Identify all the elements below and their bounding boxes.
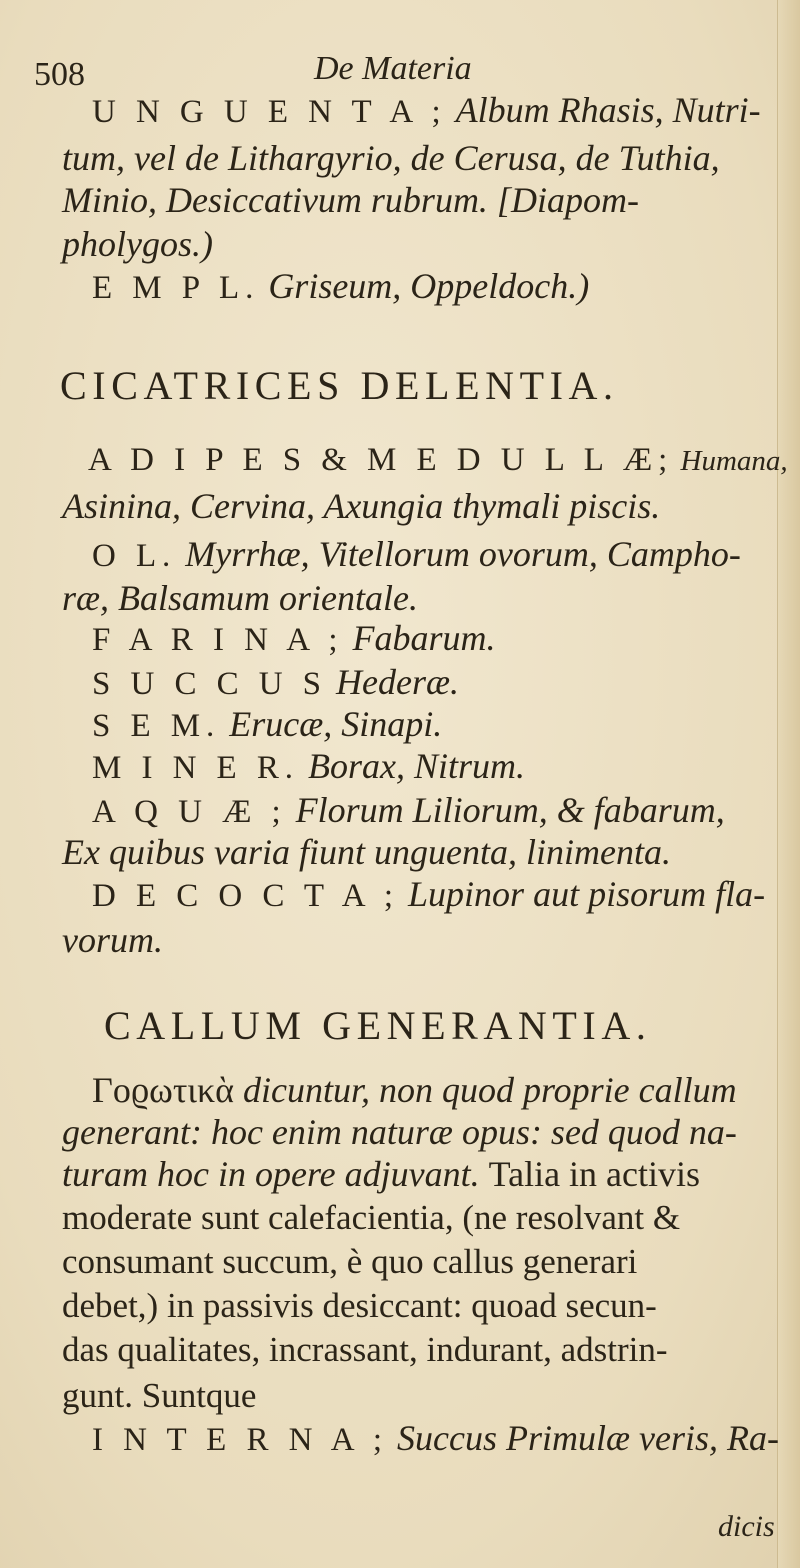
text-line: S E M. Erucæ, Sinapi. [92, 704, 443, 744]
catchword: dicis [718, 1510, 775, 1543]
text-line: U N G U E N T A ; Album Rhasis, Nutri- [92, 90, 761, 130]
text-line: I N T E R N A ; Succus Primulæ veris, Ra- [92, 1418, 779, 1458]
text-line: F A R I N A ; Fabarum. [92, 618, 496, 658]
section-heading: CALLUM GENERANTIA. [104, 1003, 652, 1048]
text-line: turam hoc in opere adjuvant. Talia in activis [62, 1154, 701, 1194]
text-line: vorum. [62, 920, 163, 960]
page-gutter [777, 0, 800, 1568]
text-line: gunt. Suntque [62, 1376, 257, 1415]
text-line: D E C O C T A ; Lupinor aut pisorum fla- [92, 874, 766, 914]
text-line: ræ, Balsamum orientale. [62, 578, 418, 618]
text-line: debet,) in passivis desiccant: quoad secun- [62, 1286, 657, 1325]
text-line: das qualitates, incrassant, indurant, adstrin- [62, 1330, 668, 1369]
text-line: moderate sunt calefacientia, (ne resolvant & [62, 1198, 681, 1237]
running-title: De Materia [314, 50, 472, 87]
text-line: tum, vel de Lithargyrio, de Cerusa, de Tuthia, [62, 138, 720, 178]
text-line: Asinina, Cervina, Axungia thymali piscis. [62, 486, 661, 526]
section-heading: CICATRICES DELENTIA. [60, 363, 619, 408]
text-line: Γοϱωτικὰ dicuntur, non quod proprie callum [92, 1070, 737, 1110]
text-line: E M P L. Griseum, Oppeldoch.) [92, 266, 590, 306]
text-line: consumant succum, è quo callus generari [62, 1242, 638, 1281]
text-line: pholygos.) [62, 224, 213, 264]
text-line: O L. Myrrhæ, Vitellorum ovorum, Campho- [92, 534, 741, 574]
text-line: A D I P E S & M E D U L L Æ; Humana, [88, 442, 788, 478]
page-number: 508 [34, 56, 85, 93]
text-line: S U C C U S Hederæ. [92, 662, 459, 702]
text-line: A Q U Æ ; Florum Liliorum, & fabarum, [92, 790, 725, 830]
text-line: M I N E R. Borax, Nitrum. [92, 746, 525, 786]
text-line: Minio, Desiccativum rubrum. [Diapom- [62, 180, 639, 220]
text-line: generant: hoc enim naturæ opus: sed quod na- [62, 1112, 737, 1152]
text-line: Ex quibus varia fiunt unguenta, linimenta. [62, 832, 671, 872]
